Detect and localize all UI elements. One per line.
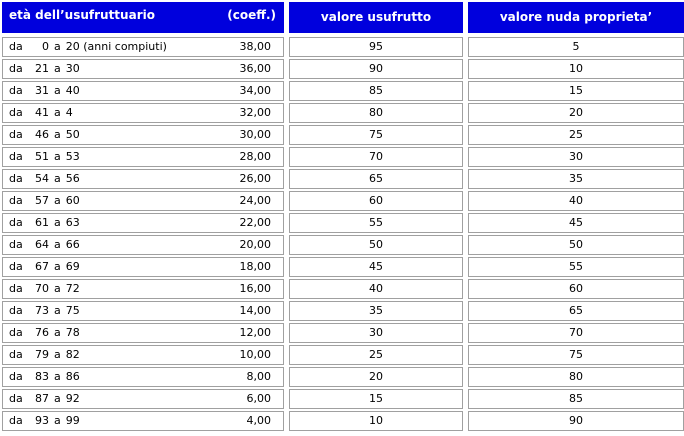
valore-nuda-cell: 70: [468, 323, 684, 343]
coefficient-value: 22,00: [239, 216, 271, 229]
age-from: 54: [35, 172, 49, 185]
table-row: [2, 213, 684, 233]
coefficient-value: 30,00: [239, 128, 271, 141]
age-separator: a: [54, 106, 61, 119]
table-row: [2, 103, 684, 123]
age-separator: a: [54, 326, 61, 339]
valore-usufrutto-cell: 20: [289, 367, 463, 387]
valore-nuda-cell: 45: [468, 213, 684, 233]
row-prefix: da: [9, 128, 23, 141]
row-prefix: da: [9, 40, 23, 53]
valore-usufrutto-cell: 65: [289, 169, 463, 189]
header-valore-nuda-proprieta-label: valore nuda proprieta’: [499, 9, 653, 24]
age-from: 79: [35, 348, 49, 361]
age-from: 46: [35, 128, 49, 141]
eta-coeff-cell: [2, 213, 284, 233]
age-to: 86: [65, 370, 80, 383]
age-separator: a: [54, 40, 61, 53]
row-prefix: da: [9, 348, 23, 361]
valore-usufrutto-cell: 70: [289, 147, 463, 167]
coefficient-value: 24,00: [239, 194, 271, 207]
eta-coeff-cell: [2, 103, 284, 123]
header-eta-label: età dell’usufruttuario: [9, 8, 155, 22]
age-separator: a: [54, 260, 61, 273]
row-prefix: da: [9, 84, 23, 97]
age-from: 87: [35, 392, 49, 405]
table-row: [2, 301, 684, 321]
coefficient-value: 32,00: [239, 106, 271, 119]
coefficient-value: 10,00: [239, 348, 271, 361]
coefficient-value: 16,00: [239, 282, 271, 295]
eta-coeff-cell: [2, 301, 284, 321]
coefficient-value: 34,00: [239, 84, 271, 97]
eta-coeff-cell: [2, 411, 284, 431]
table-row: [2, 169, 684, 189]
valore-usufrutto-cell: 40: [289, 279, 463, 299]
valore-nuda-cell: 35: [468, 169, 684, 189]
valore-usufrutto-cell: 90: [289, 59, 463, 79]
valore-usufrutto-cell: 30: [289, 323, 463, 343]
row-prefix: da: [9, 304, 23, 317]
age-separator: a: [54, 172, 61, 185]
table-row: [2, 279, 684, 299]
age-to: 4: [65, 106, 73, 119]
header-eta-coeff: [2, 2, 284, 33]
age-separator: a: [54, 238, 61, 251]
age-to: 78: [65, 326, 80, 339]
table-row: [2, 81, 684, 101]
row-prefix: da: [9, 216, 23, 229]
eta-coeff-cell: [2, 323, 284, 343]
age-separator: a: [54, 84, 61, 97]
age-separator: a: [54, 392, 61, 405]
valore-usufrutto-cell: 50: [289, 235, 463, 255]
age-to: 56: [65, 172, 80, 185]
coefficient-value: 6,00: [246, 392, 271, 405]
age-from: 93: [35, 414, 49, 427]
valore-nuda-cell: 75: [468, 345, 684, 365]
table-row: [2, 367, 684, 387]
eta-coeff-cell: [2, 257, 284, 277]
eta-coeff-cell: [2, 59, 284, 79]
age-to: 20 (anni compiuti): [65, 40, 167, 53]
row-prefix: da: [9, 392, 23, 405]
header-valore-usufrutto: [289, 2, 463, 33]
valore-usufrutto-cell: 15: [289, 389, 463, 409]
age-separator: a: [54, 128, 61, 141]
age-separator: a: [54, 194, 61, 207]
age-from: 57: [35, 194, 49, 207]
valore-usufrutto-cell: 85: [289, 81, 463, 101]
table-row: [2, 235, 684, 255]
age-separator: a: [54, 150, 61, 163]
valore-nuda-cell: 5: [468, 37, 684, 57]
age-to: 30: [65, 62, 80, 75]
row-prefix: da: [9, 62, 23, 75]
age-from: 0: [42, 40, 49, 53]
table-row: [2, 323, 684, 343]
eta-coeff-cell: [2, 235, 284, 255]
valore-usufrutto-cell: 75: [289, 125, 463, 145]
coefficient-value: 14,00: [239, 304, 271, 317]
age-to: 50: [65, 128, 80, 141]
valore-usufrutto-cell: 80: [289, 103, 463, 123]
eta-coeff-cell: [2, 367, 284, 387]
valore-usufrutto-cell: 10: [289, 411, 463, 431]
row-prefix: da: [9, 414, 23, 427]
row-prefix: da: [9, 370, 23, 383]
table-row: [2, 37, 684, 57]
valore-nuda-cell: 15: [468, 81, 684, 101]
valore-usufrutto-cell: 55: [289, 213, 463, 233]
valore-nuda-cell: 40: [468, 191, 684, 211]
usufruct-coefficients-table: [2, 2, 684, 431]
table-row: [2, 191, 684, 211]
header-valore-usufrutto-label: valore usufrutto: [320, 9, 432, 24]
age-from: 76: [35, 326, 49, 339]
age-from: 31: [35, 84, 49, 97]
age-from: 51: [35, 150, 49, 163]
row-prefix: da: [9, 194, 23, 207]
age-from: 21: [35, 62, 49, 75]
valore-nuda-cell: 20: [468, 103, 684, 123]
valore-nuda-cell: 55: [468, 257, 684, 277]
header-coeff-label: (coeff.): [227, 8, 276, 22]
eta-coeff-cell: [2, 37, 284, 57]
age-separator: a: [54, 348, 61, 361]
valore-nuda-cell: 80: [468, 367, 684, 387]
age-to: 40: [65, 84, 80, 97]
coefficient-value: 18,00: [239, 260, 271, 273]
valore-usufrutto-cell: 25: [289, 345, 463, 365]
eta-coeff-cell: [2, 389, 284, 409]
age-to: 69: [65, 260, 80, 273]
row-prefix: da: [9, 260, 23, 273]
table-body: [2, 37, 684, 431]
eta-coeff-cell: [2, 345, 284, 365]
age-to: 92: [65, 392, 80, 405]
valore-usufrutto-cell: 45: [289, 257, 463, 277]
age-separator: a: [54, 304, 61, 317]
valore-nuda-cell: 85: [468, 389, 684, 409]
row-prefix: da: [9, 172, 23, 185]
age-to: 72: [65, 282, 80, 295]
row-prefix: da: [9, 282, 23, 295]
valore-nuda-cell: 25: [468, 125, 684, 145]
valore-nuda-cell: 50: [468, 235, 684, 255]
coefficient-value: 12,00: [239, 326, 271, 339]
row-prefix: da: [9, 238, 23, 251]
valore-usufrutto-cell: 60: [289, 191, 463, 211]
coefficient-value: 8,00: [246, 370, 271, 383]
age-from: 70: [35, 282, 49, 295]
age-to: 66: [65, 238, 80, 251]
valore-nuda-cell: 65: [468, 301, 684, 321]
age-separator: a: [54, 216, 61, 229]
valore-nuda-cell: 30: [468, 147, 684, 167]
header-valore-nuda-proprieta: [468, 2, 684, 33]
row-prefix: da: [9, 326, 23, 339]
table-row: [2, 125, 684, 145]
age-from: 73: [35, 304, 49, 317]
age-separator: a: [54, 282, 61, 295]
coefficient-value: 26,00: [239, 172, 271, 185]
coefficient-value: 4,00: [246, 414, 271, 427]
valore-nuda-cell: 10: [468, 59, 684, 79]
age-to: 75: [65, 304, 80, 317]
age-from: 67: [35, 260, 49, 273]
age-separator: a: [54, 414, 61, 427]
age-to: 53: [65, 150, 80, 163]
table-row: [2, 389, 684, 409]
table-row: [2, 59, 684, 79]
eta-coeff-cell: [2, 191, 284, 211]
age-to: 60: [65, 194, 80, 207]
row-prefix: da: [9, 106, 23, 119]
eta-coeff-cell: [2, 279, 284, 299]
valore-usufrutto-cell: 95: [289, 37, 463, 57]
table-row: [2, 411, 684, 431]
valore-nuda-cell: 90: [468, 411, 684, 431]
table-row: [2, 345, 684, 365]
age-from: 41: [35, 106, 49, 119]
table-row: [2, 147, 684, 167]
age-separator: a: [54, 62, 61, 75]
coefficient-value: 28,00: [239, 150, 271, 163]
age-separator: a: [54, 370, 61, 383]
age-from: 83: [35, 370, 49, 383]
coefficient-value: 20,00: [239, 238, 271, 251]
table-header-row: [2, 2, 684, 33]
coefficient-value: 38,00: [239, 40, 271, 53]
eta-coeff-cell: [2, 81, 284, 101]
age-to: 63: [65, 216, 80, 229]
eta-coeff-cell: [2, 125, 284, 145]
eta-coeff-cell: [2, 169, 284, 189]
valore-usufrutto-cell: 35: [289, 301, 463, 321]
age-from: 64: [35, 238, 49, 251]
age-to: 99: [65, 414, 80, 427]
table-row: [2, 257, 684, 277]
age-to: 82: [65, 348, 80, 361]
row-prefix: da: [9, 150, 23, 163]
eta-coeff-cell: [2, 147, 284, 167]
coefficient-value: 36,00: [239, 62, 271, 75]
valore-nuda-cell: 60: [468, 279, 684, 299]
age-from: 61: [35, 216, 49, 229]
